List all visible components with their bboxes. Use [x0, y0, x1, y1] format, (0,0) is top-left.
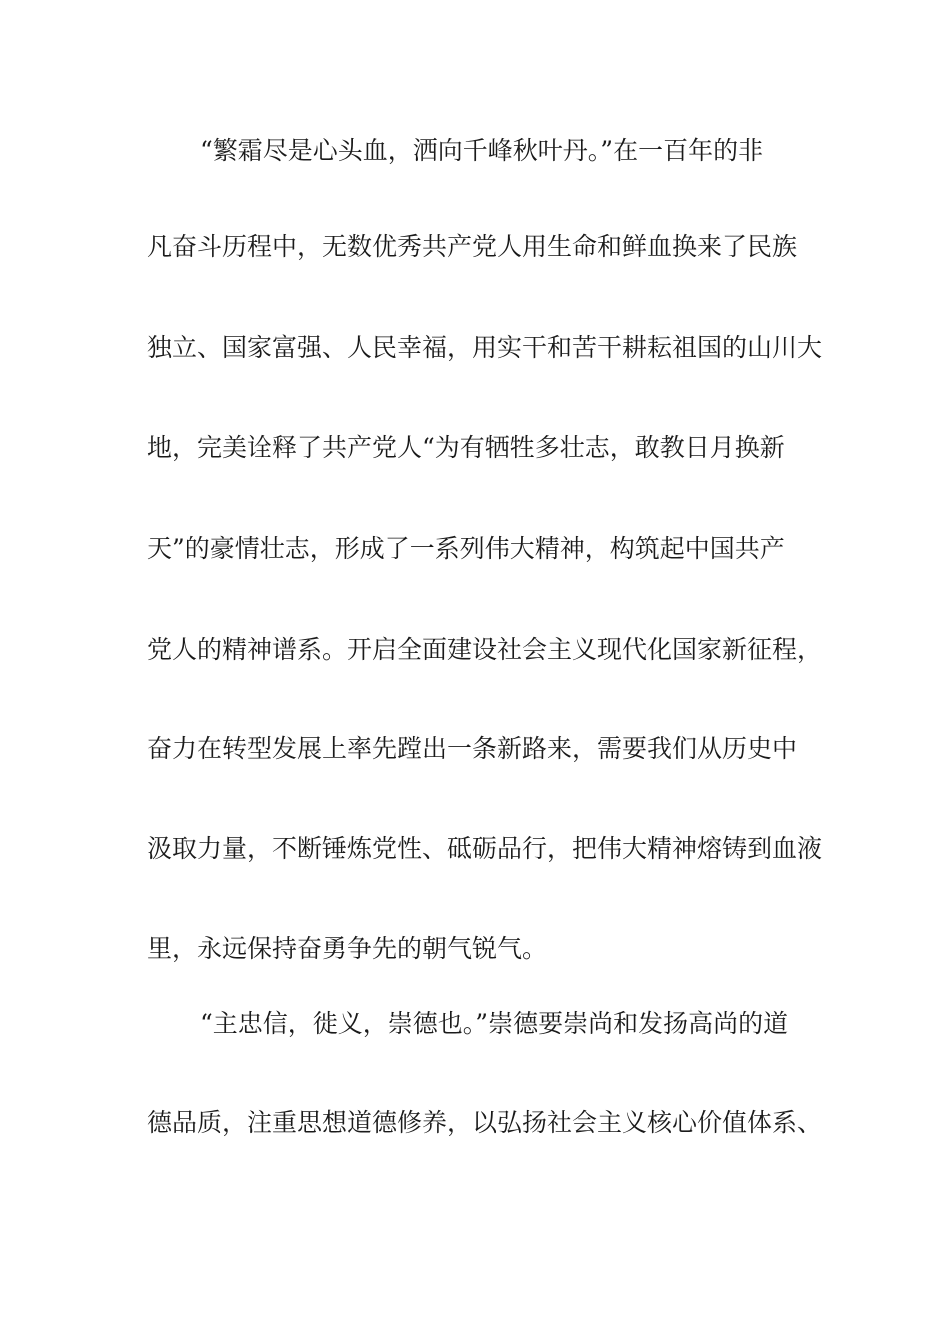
paragraph-line: 党人的精神谱系。开启全面建设社会主义现代化国家新征程， — [147, 635, 823, 664]
paragraph-line: “繁霜尽是心头血，洒向千峰秋叶丹。”在一百年的非 — [200, 136, 764, 165]
paragraph-line: 凡奋斗历程中，无数优秀共产党人用生命和鲜血换来了民族 — [147, 232, 798, 261]
paragraph-line: “主忠信，徙义，崇德也。”崇德要崇尚和发扬高尚的道 — [200, 1009, 789, 1038]
paragraph-line: 独立、国家富强、人民幸福，用实干和苦干耕耘祖国的山川大 — [147, 333, 823, 362]
paragraph-line: 德品质，注重思想道德修养，以弘扬社会主义核心价值体系、 — [147, 1108, 823, 1137]
paragraph-line: 地，完美诠释了共产党人“为有牺牲多壮志，敢教日月换新 — [147, 433, 785, 462]
paragraph-line: 奋力在转型发展上率先蹚出一条新路来，需要我们从历史中 — [147, 734, 798, 763]
paragraph-line: 汲取力量，不断锤炼党性、砥砺品行，把伟大精神熔铸到血液 — [147, 834, 823, 863]
paragraph-line: 天”的豪情壮志，形成了一系列伟大精神，构筑起中国共产 — [147, 534, 785, 563]
paragraph-line: 里，永远保持奋勇争先的朝气锐气。 — [147, 934, 548, 963]
